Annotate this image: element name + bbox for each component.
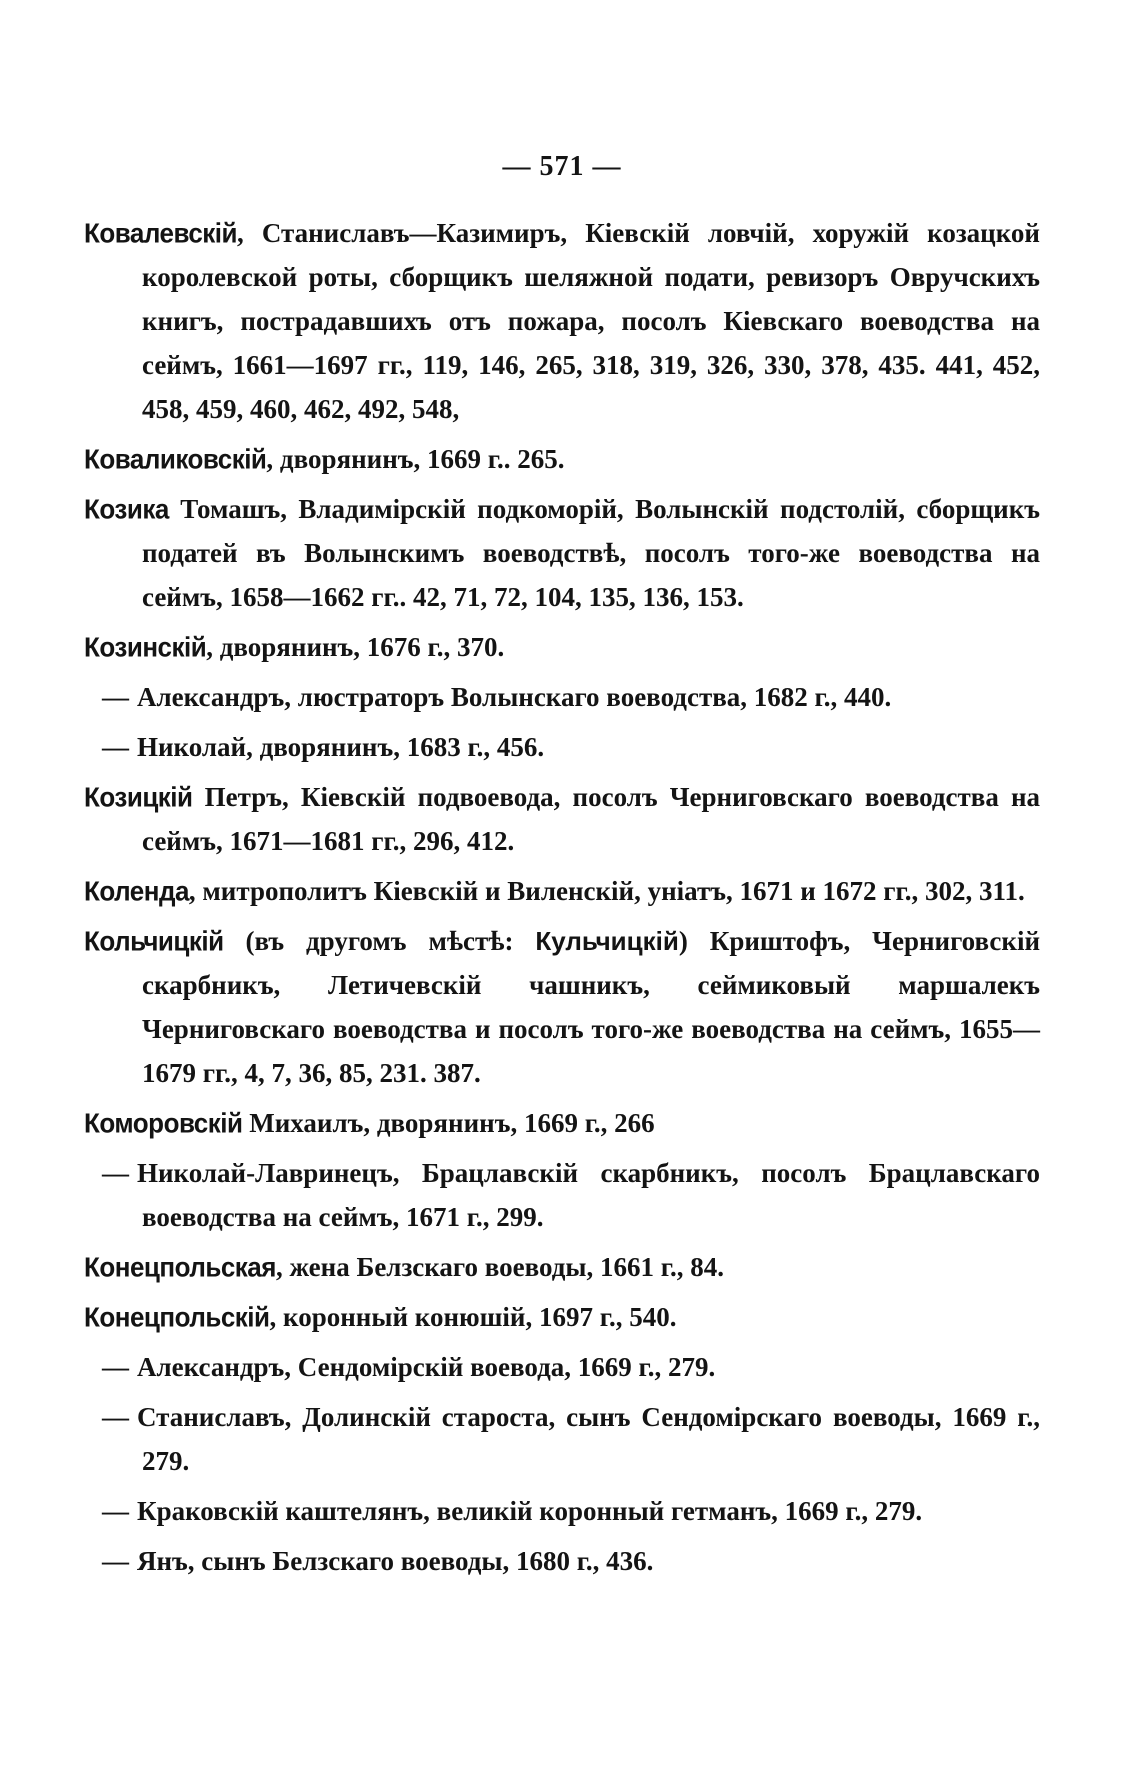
entry-surname: Коморовскій [84, 1106, 243, 1140]
index-subentry [84, 675, 1040, 719]
index-subentry [84, 1345, 1040, 1389]
index-entry [84, 775, 1040, 863]
entry-surname: Козика [84, 492, 169, 526]
entry-text: Николай-Лавринецъ, Брацлавскій скарбникъ, посолъ Брацлавскаго воеводства на сеймъ, 1671 г., 299. [137, 1158, 1040, 1232]
entry-alt-surname: Кульчицкій [535, 926, 679, 956]
entry-text: Петръ, Кіевскій подвоевода, посолъ Черниговскаго воеводства на сеймъ, 1671—1681 гг., 296, 412. [142, 782, 1040, 856]
entry-text: , жена Белзскаго воеводы, 1661 г., 84. [275, 1252, 724, 1282]
index-subentry [84, 1395, 1040, 1483]
entry-text: , дворянинъ, 1676 г., 370. [206, 632, 505, 662]
entry-dash: — [102, 1352, 129, 1382]
entry-text: Николай, дворянинъ, 1683 г., 456. [137, 732, 545, 762]
index-subentry [84, 1489, 1040, 1533]
entry-text: , коронный конюшій, 1697 г., 540. [269, 1302, 677, 1332]
entry-text: ) Криштофъ, Черниговскій скарбникъ, Летичевскій чашникъ, сеймиковый маршалекъ Черниговскаго воеводства и посолъ того-же воеводства на сеймъ, 1655—1679 гг., 4, 7, 36, 85, 231. 387. [142, 926, 1041, 1088]
entry-text: Янъ, сынъ Белзскаго воеводы, 1680 г., 436. [137, 1546, 654, 1576]
entry-dash: — [102, 1546, 129, 1576]
entry-dash: — [102, 1158, 129, 1188]
index-subentry [84, 1539, 1040, 1583]
index-entry [84, 869, 1040, 913]
index-entry [84, 437, 1040, 481]
index-entry [84, 1245, 1040, 1289]
index-entries [84, 211, 1040, 1583]
index-entry [84, 487, 1040, 619]
entry-surname: Коваликовскій [84, 442, 267, 476]
entry-dash: — [102, 682, 129, 712]
entry-text-before: (въ другомъ мѣстѣ: [223, 926, 536, 956]
entry-text: Михаилъ, дворянинъ, 1669 г., 266 [242, 1108, 655, 1138]
entry-text: , дворянинъ, 1669 г.. 265. [266, 444, 565, 474]
entry-text: Станиславъ, Долинскій староста, сынъ Сендомірскаго воеводы, 1669 г., 279. [137, 1402, 1040, 1476]
index-entry [84, 919, 1040, 1095]
entry-surname: Конецпольскій [84, 1300, 270, 1334]
index-subentry [84, 725, 1040, 769]
entry-text: Томашъ, Владимірскій подкоморій, Волынскій подстолій, сборщикъ податей въ Волынскимъ воеводствѣ, посолъ того-же воеводства на сеймъ, 1658—1662 гг.. 42, 71, 72, 104, 135, 136, 153. [142, 494, 1040, 612]
entry-dash: — [102, 1496, 129, 1526]
entry-dash: — [102, 732, 129, 762]
entry-dash: — [102, 1402, 129, 1432]
entry-text: , Станиславъ—Казимиръ, Кіевскій ловчій, хоружій козацкой королевской роты, сборщикъ шеляжной подати, ревизоръ Овручскихъ книгъ, пострадавшихъ отъ пожара, посолъ Кіевскаго воеводства на сеймъ, 1661—1697 гг., 119, 146, 265, 318, 319, 326, 330, 378, 435. 441, 452, 458, 459, 460, 462, 492, 548, [142, 218, 1040, 424]
entry-text: Александръ, люстраторъ Волынскаго воеводства, 1682 г., 440. [137, 682, 892, 712]
entry-text: Александръ, Сендомірскій воевода, 1669 г., 279. [137, 1352, 716, 1382]
index-entry [84, 625, 1040, 669]
index-entry [84, 1101, 1040, 1145]
entry-text: , митрополитъ Кіевскій и Виленскій, уніатъ, 1671 и 1672 гг., 302, 311. [188, 876, 1025, 906]
entry-text: Краковскій каштелянъ, великій коронный гетманъ, 1669 г., 279. [137, 1496, 923, 1526]
index-subentry [84, 1151, 1040, 1239]
entry-surname: Ковалевскій [84, 216, 238, 250]
entry-surname: Кольчицкій [84, 924, 224, 958]
entry-surname: Конецпольская [84, 1250, 276, 1284]
entry-surname: Козинскій [84, 630, 207, 664]
entry-surname: Коленда [84, 874, 189, 908]
index-entry [84, 1295, 1040, 1339]
entry-surname: Козицкій [84, 780, 193, 814]
index-entry [84, 211, 1040, 431]
page-number: — 571 — [502, 151, 622, 182]
